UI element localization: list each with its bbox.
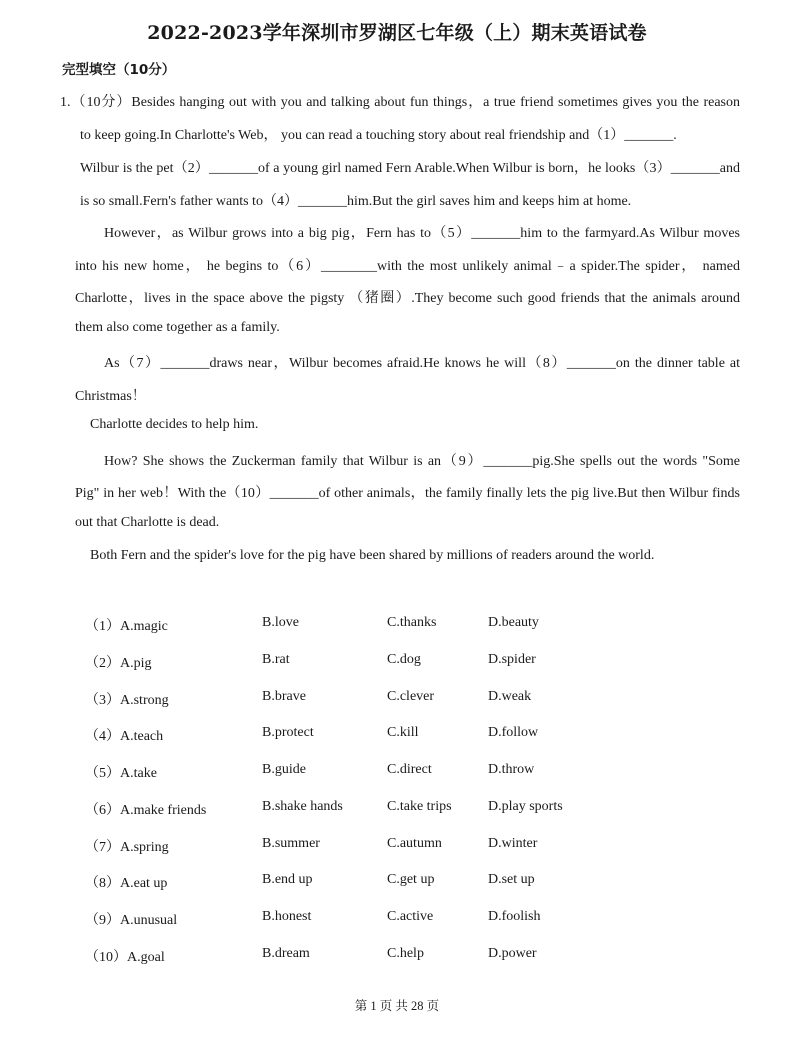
option-2-d: D.spider [488,652,536,667]
option-3-b: B.brave [262,689,306,704]
option-8-c: C.get up [387,872,435,887]
option-10-c: C.help [387,946,424,961]
passage-line: Pig" in her web！With the（10）_______of other animals，the family finally lets the pig live.But then Wilbur finds [75,486,740,501]
option-9-d: D.foolish [488,909,541,924]
passage-line: However，as Wilbur grows into a big pig，Fern has to（5）_______him to the farmyard.As Wilbur moves [104,226,740,241]
option-6-d: D.play sports [488,799,563,814]
page-footer: 第 1 页 共 28 页 [354,999,440,1013]
option-7-b: B.summer [262,836,320,851]
option-10-b: B.dream [262,946,310,961]
option-9-b: B.honest [262,909,312,924]
passage-line: Charlotte，lives in the space above the pigsty （猪圈）.They become such good friends that the animals around [75,291,740,306]
passage-line: out that Charlotte is dead. [75,515,220,530]
option-4-a: （4）A.teach [85,729,164,744]
option-8-d: D.set up [488,872,535,887]
passage-line: them also come together as a family. [75,320,280,335]
passage-line: 1.（10分）Besides hanging out with you and talking about fun things，a true friend sometimes gives you the reason [60,95,740,110]
option-5-a: （5）A.take [85,766,157,781]
option-6-c: C.take trips [387,799,452,814]
section-heading: 完型填空（10分） [62,62,176,78]
option-1-c: C.thanks [387,615,437,630]
passage-line: As（7）_______draws near，Wilbur becomes afraid.He knows he will（8）_______on the dinner table at [104,356,740,371]
option-7-a: （7）A.spring [85,840,169,855]
option-10-a: （10）A.goal [85,950,165,965]
option-10-d: D.power [488,946,537,961]
option-5-c: C.direct [387,762,432,777]
option-1-a: （1）A.magic [85,619,168,634]
passage-line: is so small.Fern's father wants to（4）_______him.But the girl saves him and keeps him at home. [80,194,632,209]
passage-line: into his new home， he begins to（6）________with the most unlikely animal﹣a spider.The spider， named [75,259,740,274]
option-6-a: （6）A.make friends [85,803,207,818]
option-4-d: D.follow [488,725,539,740]
option-8-a: （8）A.eat up [85,876,168,891]
option-8-b: B.end up [262,872,313,887]
option-4-c: C.kill [387,725,419,740]
option-9-a: （9）A.unusual [85,913,178,928]
passage-line: Charlotte decides to help him. [90,417,259,432]
option-7-d: D.winter [488,836,538,851]
passage-line: Christmas！ [75,389,146,404]
option-9-c: C.active [387,909,434,924]
passage-line: to keep going.In Charlotte's Web， you can read a touching story about real friendship and（1）_______. [80,128,677,143]
option-4-b: B.protect [262,725,314,740]
option-6-b: B.shake hands [262,799,343,814]
option-5-b: B.guide [262,762,306,777]
passage-line: How? She shows the Zuckerman family that Wilbur is an（9）_______pig.She spells out the words "Some [104,454,740,469]
option-2-c: C.dog [387,652,421,667]
option-3-a: （3）A.strong [85,693,169,708]
option-2-a: （2）A.pig [85,656,152,671]
option-5-d: D.throw [488,762,535,777]
page-title: 2022-2023学年深圳市罗湖区七年级（上）期末英语试卷 [147,22,647,44]
option-3-c: C.clever [387,689,435,704]
option-2-b: B.rat [262,652,290,667]
option-3-d: D.weak [488,689,532,704]
passage-line: Wilbur is the pet（2）_______of a young girl named Fern Arable.When Wilbur is born，he looks（3）_______and [80,161,740,176]
option-7-c: C.autumn [387,836,442,851]
option-1-d: D.beauty [488,615,539,630]
passage-line: Both Fern and the spider's love for the pig have been shared by millions of readers around the world. [90,548,655,563]
option-1-b: B.love [262,615,299,630]
